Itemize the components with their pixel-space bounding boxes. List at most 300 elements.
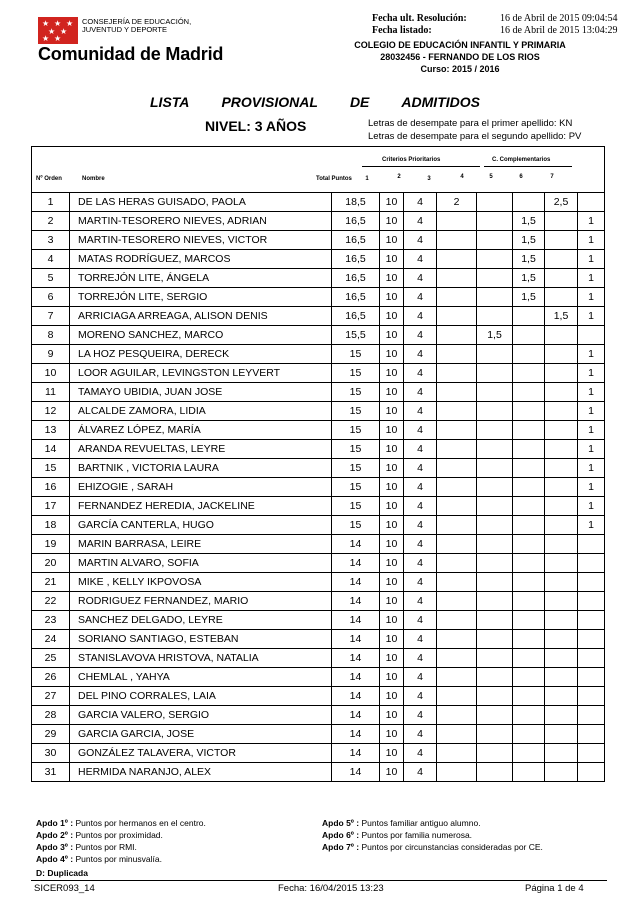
criterion-4-cell <box>476 611 512 630</box>
criterion-5-cell <box>512 364 544 383</box>
row-order-cell: 31 <box>31 763 69 782</box>
row-name-cell: ARANDA REVUELTAS, LEYRE <box>69 440 331 459</box>
row-total-cell: 15 <box>331 459 379 478</box>
criterion-6-cell: 2,5 <box>544 193 577 212</box>
criterion-4-cell: 1,5 <box>476 326 512 345</box>
criterion-7-cell <box>577 326 605 345</box>
criterion-7-cell: 1 <box>577 269 605 288</box>
criterion-2-cell: 4 <box>403 383 436 402</box>
row-order-cell: 13 <box>31 421 69 440</box>
table-header <box>31 146 605 193</box>
criterion-7-cell <box>577 649 605 668</box>
criterion-2-cell: 4 <box>403 630 436 649</box>
table-row <box>31 307 605 326</box>
criterion-2-cell: 4 <box>403 250 436 269</box>
criterion-5-cell <box>512 383 544 402</box>
criterion-5-header: 5 <box>489 174 493 180</box>
table-row <box>31 611 605 630</box>
criterion-7-cell: 1 <box>577 288 605 307</box>
ministry-name: CONSEJERÍA DE EDUCACIÓN, JUVENTUD Y DEPORTE <box>82 17 192 34</box>
row-total-cell: 16,5 <box>331 231 379 250</box>
row-order-cell: 17 <box>31 497 69 516</box>
criterion-6-cell <box>544 535 577 554</box>
table-row <box>31 212 605 231</box>
criterion-1-cell: 10 <box>379 250 403 269</box>
row-order-cell: 14 <box>31 440 69 459</box>
row-order-cell: 24 <box>31 630 69 649</box>
row-name-cell: GARCIA GARCIA, JOSE <box>69 725 331 744</box>
criterion-4-cell <box>476 516 512 535</box>
criterion-2-cell: 4 <box>403 364 436 383</box>
criterion-2-cell: 4 <box>403 725 436 744</box>
row-total-cell: 16,5 <box>331 212 379 231</box>
row-total-cell: 14 <box>331 611 379 630</box>
criterion-7-cell: 1 <box>577 383 605 402</box>
table-row <box>31 364 605 383</box>
criterion-5-cell <box>512 193 544 212</box>
criterion-7-cell <box>577 193 605 212</box>
criterion-7-cell <box>577 592 605 611</box>
criterion-6-cell <box>544 573 577 592</box>
criterion-3-cell <box>436 345 476 364</box>
criterion-4-cell <box>476 497 512 516</box>
criterion-5-cell <box>512 307 544 326</box>
table-row <box>31 421 605 440</box>
row-order-cell: 9 <box>31 345 69 364</box>
row-order-cell: 15 <box>31 459 69 478</box>
row-total-cell: 15 <box>331 345 379 364</box>
criterion-3-cell <box>436 630 476 649</box>
criterion-1-cell: 10 <box>379 345 403 364</box>
table-row <box>31 744 605 763</box>
legend-item: Apdo 4º : Puntos por minusvalía. <box>36 854 162 864</box>
criterion-3-cell <box>436 326 476 345</box>
table-row <box>31 288 605 307</box>
criterion-1-cell: 10 <box>379 212 403 231</box>
criterion-4-cell <box>476 307 512 326</box>
criterion-3-header: 3 <box>427 176 431 182</box>
criterion-3-cell <box>436 554 476 573</box>
criterion-5-cell <box>512 402 544 421</box>
criterion-5-cell <box>512 478 544 497</box>
criterion-2-cell: 4 <box>403 611 436 630</box>
criterion-5-cell <box>512 345 544 364</box>
criterion-5-cell: 1,5 <box>512 269 544 288</box>
criterion-6-cell <box>544 706 577 725</box>
criterion-7-cell: 1 <box>577 212 605 231</box>
footer-date: Fecha: 16/04/2015 13:23 <box>278 883 384 894</box>
table-row <box>31 516 605 535</box>
criterion-1-cell: 10 <box>379 687 403 706</box>
criterion-6-cell <box>544 212 577 231</box>
criterion-6-cell <box>544 630 577 649</box>
criterion-4-cell <box>476 250 512 269</box>
table-row <box>31 269 605 288</box>
priority-criteria-header: Criterios Prioritarios <box>382 157 441 163</box>
row-name-cell: CHEMLAL , YAHYA <box>69 668 331 687</box>
criterion-5-cell <box>512 668 544 687</box>
criterion-6-cell <box>544 554 577 573</box>
criterion-7-cell: 1 <box>577 364 605 383</box>
criterion-1-cell: 10 <box>379 706 403 725</box>
row-total-cell: 15 <box>331 516 379 535</box>
table-row <box>31 231 605 250</box>
row-total-cell: 14 <box>331 725 379 744</box>
row-order-cell: 20 <box>31 554 69 573</box>
criterion-1-cell: 10 <box>379 649 403 668</box>
criterion-3-cell <box>436 535 476 554</box>
criterion-6-cell <box>544 497 577 516</box>
row-order-cell: 5 <box>31 269 69 288</box>
criterion-1-cell: 10 <box>379 459 403 478</box>
table-row <box>31 573 605 592</box>
criterion-5-cell <box>512 763 544 782</box>
table-row <box>31 649 605 668</box>
title-word: DE <box>349 94 370 110</box>
criterion-3-cell <box>436 668 476 687</box>
criterion-5-cell <box>512 554 544 573</box>
criterion-1-cell: 10 <box>379 573 403 592</box>
criterion-5-cell: 1,5 <box>512 250 544 269</box>
criterion-5-cell: 1,5 <box>512 212 544 231</box>
criterion-3-cell <box>436 269 476 288</box>
table-row <box>31 326 605 345</box>
row-total-cell: 15 <box>331 383 379 402</box>
row-total-cell: 15 <box>331 421 379 440</box>
criterion-2-cell: 4 <box>403 592 436 611</box>
criterion-4-cell <box>476 212 512 231</box>
course-year: Curso: 2015 / 2016 <box>420 64 500 74</box>
row-order-cell: 2 <box>31 212 69 231</box>
row-name-cell: MATAS RODRÍGUEZ, MARCOS <box>69 250 331 269</box>
legend-item: Apdo 5º : Puntos familiar antiguo alumno. <box>322 818 481 828</box>
criterion-3-cell <box>436 649 476 668</box>
criterion-2-cell: 4 <box>403 763 436 782</box>
criterion-2-cell: 4 <box>403 668 436 687</box>
criterion-1-cell: 10 <box>379 288 403 307</box>
criterion-6-cell <box>544 763 577 782</box>
row-total-cell: 18,5 <box>331 193 379 212</box>
criterion-1-cell: 10 <box>379 402 403 421</box>
table-row <box>31 383 605 402</box>
row-order-cell: 8 <box>31 326 69 345</box>
criterion-2-cell: 4 <box>403 269 436 288</box>
criterion-6-header: 6 <box>519 174 523 180</box>
criterion-3-cell <box>436 250 476 269</box>
legend-item: Apdo 7º : Puntos por circunstancias consideradas por CE. <box>322 842 543 852</box>
criterion-4-cell <box>476 288 512 307</box>
row-name-cell: RODRIGUEZ FERNANDEZ, MARIO <box>69 592 331 611</box>
table-row <box>31 478 605 497</box>
criterion-6-cell <box>544 459 577 478</box>
row-total-cell: 16,5 <box>331 250 379 269</box>
row-total-cell: 14 <box>331 649 379 668</box>
criterion-2-cell: 4 <box>403 516 436 535</box>
criterion-3-cell: 2 <box>436 193 476 212</box>
criterion-5-cell <box>512 649 544 668</box>
criterion-1-cell: 10 <box>379 383 403 402</box>
criterion-7-cell: 1 <box>577 440 605 459</box>
criterion-7-cell: 1 <box>577 478 605 497</box>
row-order-cell: 12 <box>31 402 69 421</box>
criterion-5-cell: 1,5 <box>512 288 544 307</box>
table-row <box>31 402 605 421</box>
row-total-cell: 14 <box>331 535 379 554</box>
criterion-1-cell: 10 <box>379 630 403 649</box>
region-flag-logo: ★ ★ ★ ★ ★ ★ ★ <box>38 17 78 44</box>
criterion-3-cell <box>436 383 476 402</box>
criterion-3-cell <box>436 478 476 497</box>
criterion-1-cell: 10 <box>379 592 403 611</box>
criterion-3-cell <box>436 516 476 535</box>
criterion-2-cell: 4 <box>403 212 436 231</box>
row-name-cell: ÁLVAREZ LÓPEZ, MARÍA <box>69 421 331 440</box>
complementary-criteria-underline <box>484 166 572 167</box>
criterion-1-cell: 10 <box>379 440 403 459</box>
criterion-1-cell: 10 <box>379 269 403 288</box>
row-order-cell: 18 <box>31 516 69 535</box>
criterion-2-cell: 4 <box>403 649 436 668</box>
criterion-3-cell <box>436 231 476 250</box>
criterion-1-cell: 10 <box>379 326 403 345</box>
criterion-5-cell <box>512 516 544 535</box>
criterion-5-cell <box>512 725 544 744</box>
criterion-6-cell <box>544 649 577 668</box>
row-order-cell: 23 <box>31 611 69 630</box>
criterion-4-cell <box>476 440 512 459</box>
criterion-4-cell <box>476 573 512 592</box>
criterion-4-cell <box>476 763 512 782</box>
table-row <box>31 440 605 459</box>
criterion-6-cell <box>544 592 577 611</box>
row-total-cell: 16,5 <box>331 307 379 326</box>
criterion-1-cell: 10 <box>379 554 403 573</box>
criterion-4-cell <box>476 554 512 573</box>
row-order-cell: 26 <box>31 668 69 687</box>
tiebreak-first-surname: Letras de desempate para el primer apellido: KN <box>368 118 573 129</box>
criterion-4-cell <box>476 535 512 554</box>
criterion-6-cell <box>544 611 577 630</box>
criterion-1-cell: 10 <box>379 307 403 326</box>
criterion-7-cell: 1 <box>577 402 605 421</box>
criterion-6-cell <box>544 478 577 497</box>
row-total-cell: 15,5 <box>331 326 379 345</box>
criterion-4-cell <box>476 706 512 725</box>
criterion-3-cell <box>436 459 476 478</box>
criterion-7-cell: 1 <box>577 421 605 440</box>
row-name-cell: MIKE , KELLY IKPOVOSA <box>69 573 331 592</box>
column-header-total: Total Puntos <box>316 176 352 182</box>
criterion-7-cell <box>577 668 605 687</box>
criterion-4-cell <box>476 364 512 383</box>
row-name-cell: LOOR AGUILAR, LEVINGSTON LEYVERT <box>69 364 331 383</box>
row-total-cell: 14 <box>331 744 379 763</box>
row-order-cell: 11 <box>31 383 69 402</box>
complementary-criteria-header: C. Complementarios <box>492 157 551 163</box>
criterion-3-cell <box>436 364 476 383</box>
criterion-2-cell: 4 <box>403 193 436 212</box>
legend-item: Apdo 2º : Puntos por proximidad. <box>36 830 163 840</box>
criterion-5-cell <box>512 611 544 630</box>
criterion-1-cell: 10 <box>379 231 403 250</box>
criterion-2-cell: 4 <box>403 440 436 459</box>
tiebreak-second-surname: Letras de desempate para el segundo apellido: PV <box>368 131 582 142</box>
criterion-1-header: 1 <box>365 176 369 182</box>
row-name-cell: ARRICIAGA ARREAGA, ALISON DENIS <box>69 307 331 326</box>
criterion-6-cell <box>544 440 577 459</box>
school-name: COLEGIO DE EDUCACIÓN INFANTIL Y PRIMARIA <box>354 40 566 50</box>
criterion-7-cell: 1 <box>577 459 605 478</box>
criterion-2-cell: 4 <box>403 497 436 516</box>
criterion-6-cell <box>544 326 577 345</box>
criterion-6-cell <box>544 269 577 288</box>
duplicate-note: D: Duplicada <box>36 868 88 878</box>
criterion-7-cell <box>577 687 605 706</box>
row-total-cell: 14 <box>331 573 379 592</box>
criterion-5-cell <box>512 706 544 725</box>
criterion-2-cell: 4 <box>403 326 436 345</box>
criterion-1-cell: 10 <box>379 364 403 383</box>
row-order-cell: 29 <box>31 725 69 744</box>
criterion-1-cell: 10 <box>379 421 403 440</box>
row-total-cell: 15 <box>331 364 379 383</box>
criterion-6-cell: 1,5 <box>544 307 577 326</box>
criterion-7-cell <box>577 763 605 782</box>
table-row <box>31 592 605 611</box>
table-row <box>31 668 605 687</box>
criterion-3-cell <box>436 440 476 459</box>
criterion-1-cell: 10 <box>379 193 403 212</box>
row-order-cell: 22 <box>31 592 69 611</box>
footer-report-code: SICER093_14 <box>34 883 95 894</box>
criterion-6-cell <box>544 231 577 250</box>
criterion-6-cell <box>544 516 577 535</box>
criterion-4-cell <box>476 193 512 212</box>
criterion-3-cell <box>436 592 476 611</box>
criterion-5-cell <box>512 573 544 592</box>
title-word: PROVISIONAL <box>221 94 318 110</box>
row-order-cell: 6 <box>31 288 69 307</box>
row-name-cell: GARCIA VALERO, SERGIO <box>69 706 331 725</box>
row-name-cell: GARCÍA CANTERLA, HUGO <box>69 516 331 535</box>
row-name-cell: ALCALDE ZAMORA, LIDIA <box>69 402 331 421</box>
criterion-1-cell: 10 <box>379 668 403 687</box>
legend-item: Apdo 3º : Puntos por RMI. <box>36 842 137 852</box>
page-title <box>150 94 480 110</box>
row-name-cell: TORREJÓN LITE, ÁNGELA <box>69 269 331 288</box>
criterion-5-cell <box>512 421 544 440</box>
row-order-cell: 10 <box>31 364 69 383</box>
criterion-3-cell <box>436 744 476 763</box>
row-order-cell: 30 <box>31 744 69 763</box>
resolution-date-row <box>372 13 467 24</box>
table-row <box>31 535 605 554</box>
priority-criteria-underline <box>362 166 480 167</box>
criterion-4-cell <box>476 345 512 364</box>
table-row <box>31 687 605 706</box>
criterion-3-cell <box>436 573 476 592</box>
criterion-6-cell <box>544 744 577 763</box>
criterion-3-cell <box>436 706 476 725</box>
criterion-6-cell <box>544 687 577 706</box>
criterion-5-cell <box>512 687 544 706</box>
criterion-1-cell: 10 <box>379 611 403 630</box>
criterion-4-cell <box>476 383 512 402</box>
row-name-cell: FERNANDEZ HEREDIA, JACKELINE <box>69 497 331 516</box>
criterion-5-cell <box>512 440 544 459</box>
criterion-3-cell <box>436 212 476 231</box>
criterion-6-cell <box>544 383 577 402</box>
criterion-3-cell <box>436 288 476 307</box>
row-total-cell: 14 <box>331 763 379 782</box>
table-row <box>31 763 605 782</box>
criterion-2-cell: 4 <box>403 231 436 250</box>
criterion-6-cell <box>544 250 577 269</box>
criterion-1-cell: 10 <box>379 516 403 535</box>
listing-date-row <box>372 25 432 36</box>
criterion-5-cell <box>512 326 544 345</box>
criterion-4-cell <box>476 402 512 421</box>
row-name-cell: STANISLAVOVA HRISTOVA, NATALIA <box>69 649 331 668</box>
criterion-2-cell: 4 <box>403 459 436 478</box>
criterion-3-cell <box>436 402 476 421</box>
criterion-4-cell <box>476 630 512 649</box>
criterion-6-cell <box>544 345 577 364</box>
row-order-cell: 28 <box>31 706 69 725</box>
criterion-2-cell: 4 <box>403 535 436 554</box>
row-total-cell: 16,5 <box>331 288 379 307</box>
row-order-cell: 16 <box>31 478 69 497</box>
criterion-2-cell: 4 <box>403 307 436 326</box>
criterion-5-cell <box>512 459 544 478</box>
criterion-7-cell <box>577 630 605 649</box>
criterion-3-cell <box>436 687 476 706</box>
row-order-cell: 1 <box>31 193 69 212</box>
resolution-date-label: Fecha ult. Resolución: <box>372 13 467 24</box>
criterion-2-cell: 4 <box>403 478 436 497</box>
criterion-2-cell: 4 <box>403 687 436 706</box>
criterion-1-cell: 10 <box>379 497 403 516</box>
row-name-cell: EHIZOGIE , SARAH <box>69 478 331 497</box>
row-name-cell: GONZÁLEZ TALAVERA, VICTOR <box>69 744 331 763</box>
legend-item: Apdo 6º : Puntos por familia numerosa. <box>322 830 473 840</box>
row-name-cell: DEL PINO CORRALES, LAIA <box>69 687 331 706</box>
criterion-6-cell <box>544 725 577 744</box>
criterion-7-cell <box>577 554 605 573</box>
listing-date-value: 16 de Abril de 2015 13:04:29 <box>500 25 618 36</box>
criterion-4-cell <box>476 269 512 288</box>
row-name-cell: TAMAYO UBIDIA, JUAN JOSE <box>69 383 331 402</box>
footer-page-number: Página 1 de 4 <box>525 883 584 894</box>
legend-item: Apdo 1º : Puntos por hermanos en el centro. <box>36 818 206 828</box>
criterion-4-header: 4 <box>460 174 464 180</box>
criterion-3-cell <box>436 421 476 440</box>
criterion-2-cell: 4 <box>403 288 436 307</box>
criterion-7-cell <box>577 725 605 744</box>
table-row <box>31 554 605 573</box>
criterion-4-cell <box>476 744 512 763</box>
table-row <box>31 497 605 516</box>
criterion-5-cell <box>512 744 544 763</box>
criterion-3-cell <box>436 611 476 630</box>
table-row <box>31 630 605 649</box>
level-label: NIVEL: 3 AÑOS <box>205 118 307 134</box>
row-name-cell: BARTNIK , VICTORIA LAURA <box>69 459 331 478</box>
row-total-cell: 15 <box>331 402 379 421</box>
table-row <box>31 459 605 478</box>
row-total-cell: 15 <box>331 440 379 459</box>
criterion-6-cell <box>544 288 577 307</box>
